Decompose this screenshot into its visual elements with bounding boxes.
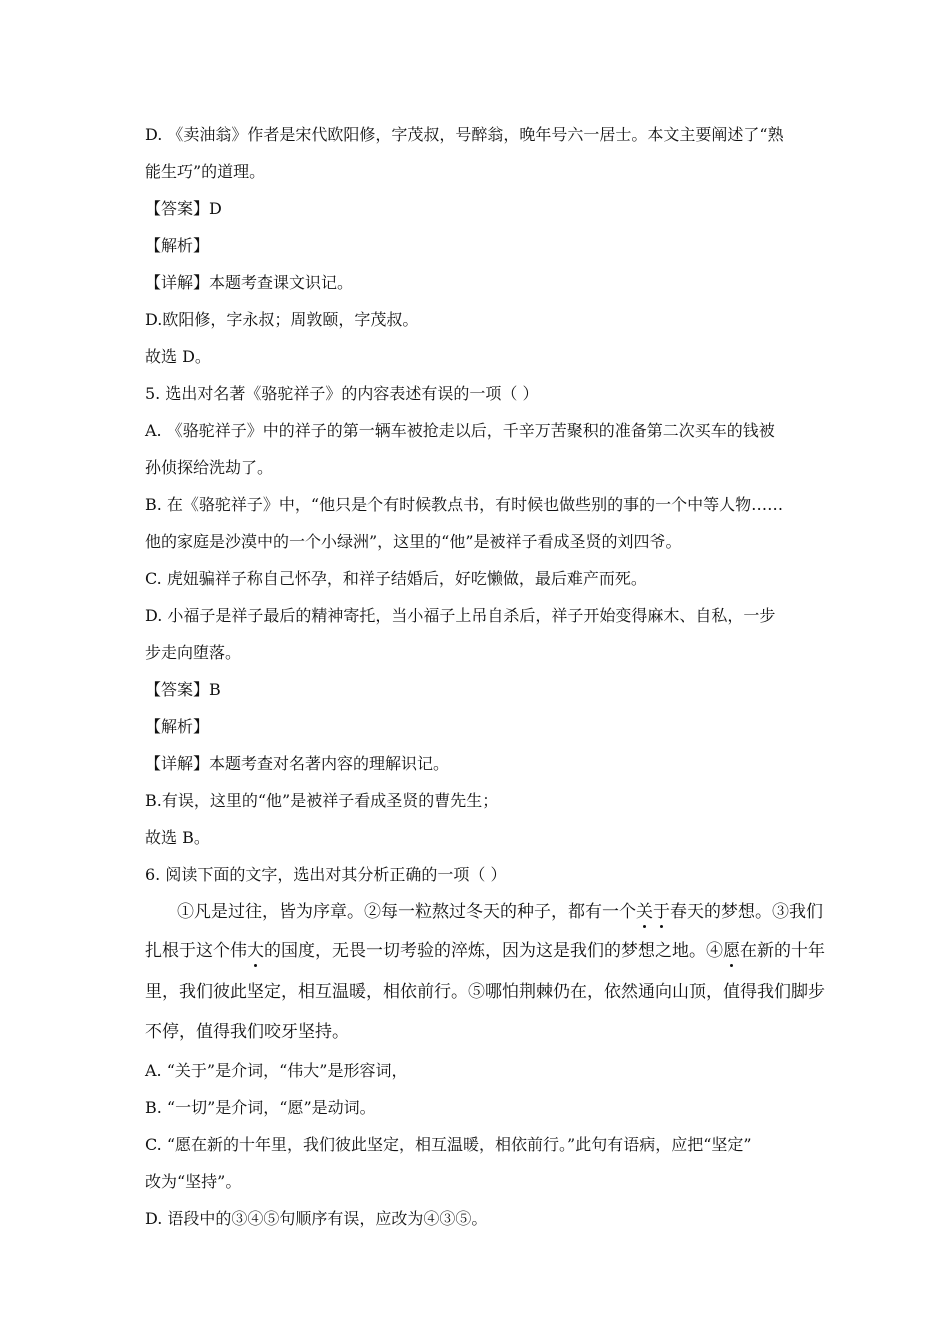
q5-option-b-line1: B. 在《骆驼祥子》中，“他只是个有时候教点书，有时候也做些别的事的一个中等人物…… [145, 495, 784, 514]
q5-detail-text: B.有误，这里的“他”是被祥子看成圣贤的曹先生； [145, 791, 499, 810]
q5-option-d-line1: D. 小福子是祥子最后的精神寄托，当小福子上吊自杀后，祥子开始变得麻木、自私，一步 [145, 606, 776, 625]
emphasis-char: 关 [636, 902, 653, 922]
emphasis-char: 于 [653, 902, 670, 922]
q5-option-a-line2: 孙侦探给洗劫了。 [145, 458, 274, 477]
q6-stem: 6. 阅读下面的文字，选出对其分析正确的一项（ ） [145, 865, 507, 884]
q6-passage-line4: 不停，值得我们咬牙坚持。 [145, 1022, 349, 1042]
passage-text: 春天的梦想。③我们 [670, 902, 823, 922]
q6-passage-line1 [177, 902, 823, 922]
q4-choice: 故选 D。 [145, 347, 211, 366]
q6-option-b: B. “一切”是介词，“愿”是动词。 [145, 1098, 376, 1117]
emphasis-char: 大 [247, 941, 264, 961]
q6-option-c-line1: C. “愿在新的十年里，我们彼此坚定，相互温暖，相依前行。”此句有语病，应把“坚定” [145, 1135, 752, 1154]
passage-text: 的国度，无畏一切考验的淬炼，因为这是我们的梦想之地。④ [264, 941, 723, 961]
q5-option-b-line2: 他的家庭是沙漠中的一个小绿洲”，这里的“他”是被祥子看成圣贤的刘四爷。 [145, 532, 682, 551]
q5-option-c: C. 虎妞骗祥子称自己怀孕，和祥子结婚后，好吃懒做，最后难产而死。 [145, 569, 647, 588]
q4-detail-text: D.欧阳修，字永叔；周敦颐，字茂叔。 [145, 310, 419, 329]
passage-text: ①凡是过往，皆为序章。②每一粒熬过冬天的种子，都有一个 [177, 902, 636, 922]
q4-detail: 【详解】本题考查课文识记。 [145, 273, 354, 292]
passage-text: 在新的十年 [740, 941, 825, 961]
q4-option-d-line1: D. 《卖油翁》作者是宋代欧阳修，字茂叔，号醉翁，晚年号六一居士。本文主要阐述了“熟 [145, 125, 784, 144]
q6-passage-line3: 里，我们彼此坚定，相互温暖，相依前行。⑤哪怕荆棘仍在，依然通向山顶，值得我们脚步 [145, 982, 825, 1002]
q6-passage-line2 [145, 941, 825, 961]
q5-choice: 故选 B。 [145, 828, 210, 847]
q6-option-a: A. “关于”是介词，“伟大”是形容词， [145, 1061, 408, 1080]
q5-detail: 【详解】本题考查对名著内容的理解识记。 [145, 754, 450, 773]
passage-text: 扎根于这个伟 [145, 941, 247, 961]
q5-stem: 5. 选出对名著《骆驼祥子》的内容表述有误的一项（ ） [145, 384, 539, 403]
q5-option-a-line1: A. 《骆驼祥子》中的祥子的第一辆车被抢走以后，千辛万苦聚积的准备第二次买车的钱被 [145, 421, 775, 440]
emphasis-char: 愿 [723, 941, 740, 961]
q5-option-d-line2: 步走向堕落。 [145, 643, 242, 662]
q6-option-c-line2: 改为“坚持”。 [145, 1172, 242, 1191]
q5-answer: 【答案】B [145, 680, 221, 699]
q4-answer: 【答案】D [145, 199, 222, 218]
q4-analysis-heading: 【解析】 [145, 236, 210, 255]
q5-analysis-heading: 【解析】 [145, 717, 210, 736]
q6-option-d: D. 语段中的③④⑤句顺序有误，应改为④③⑤。 [145, 1209, 488, 1228]
q4-option-d-line2: 能生巧”的道理。 [145, 162, 266, 181]
